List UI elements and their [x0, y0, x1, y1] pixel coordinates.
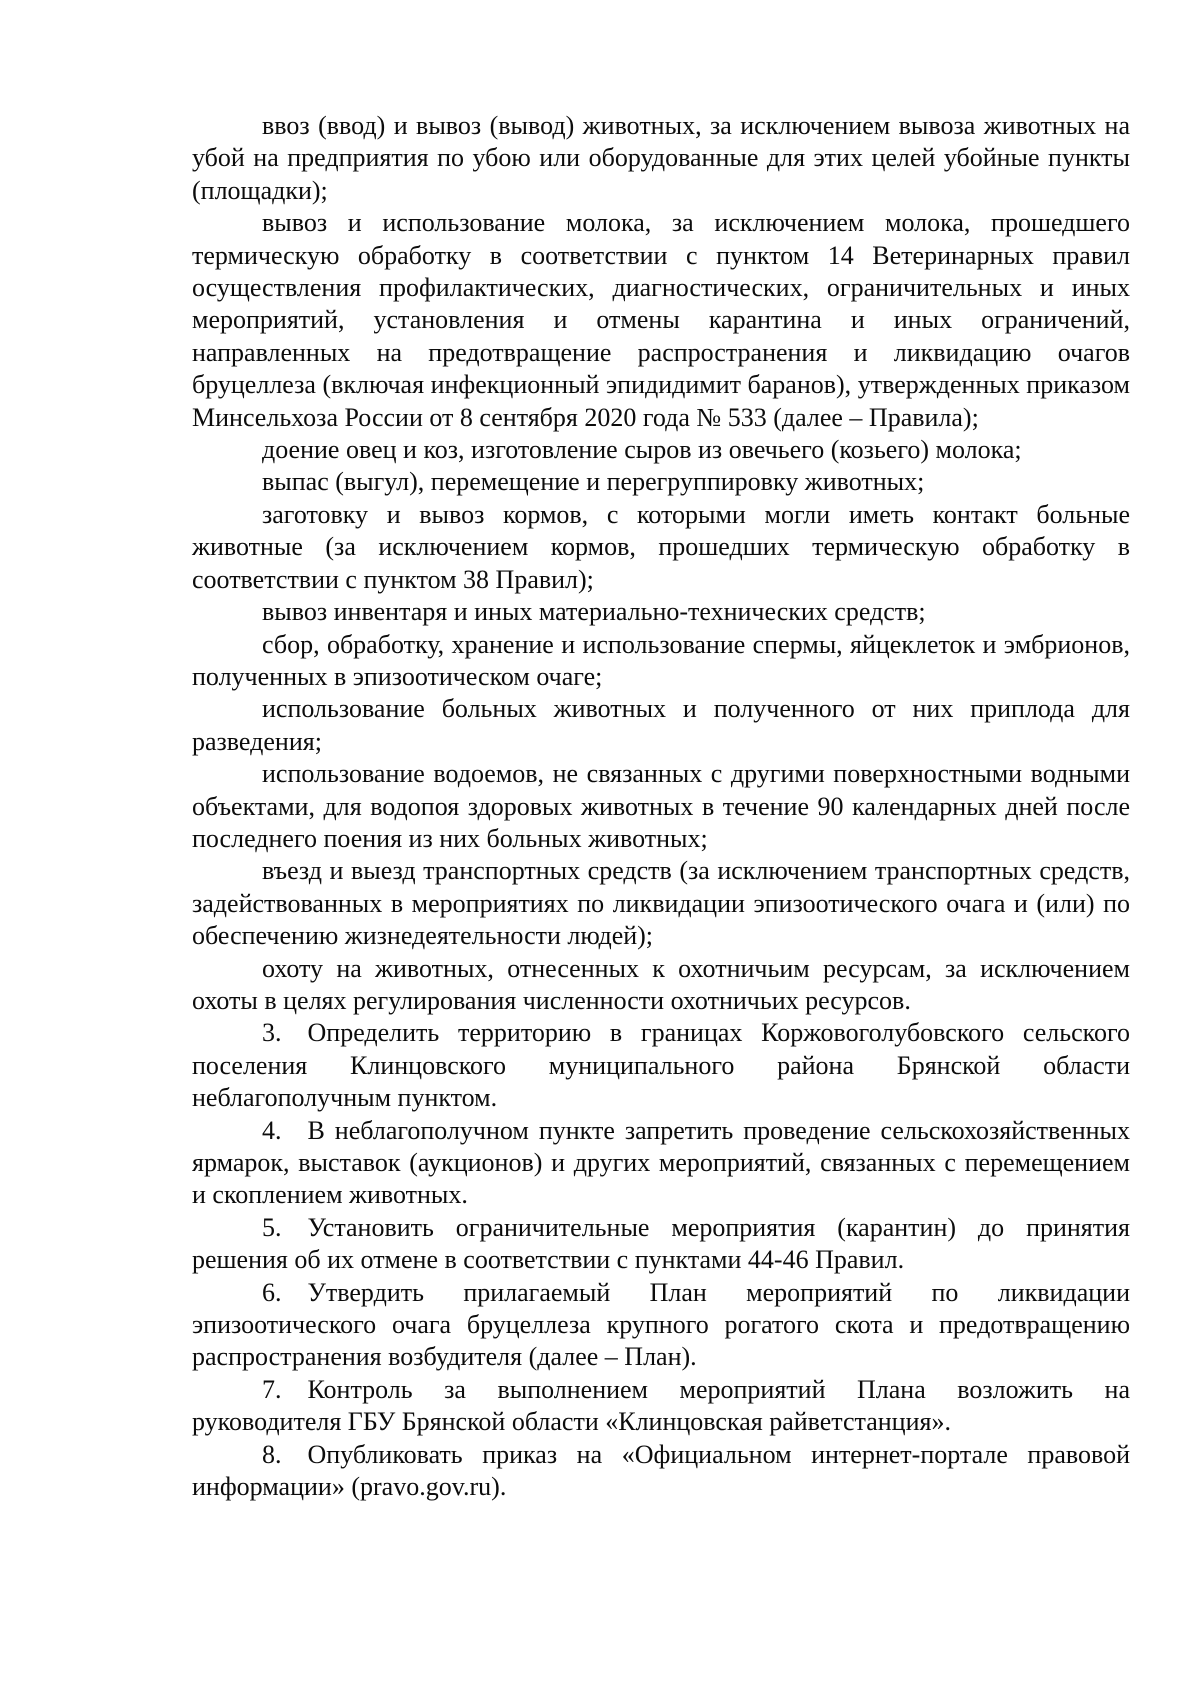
- paragraph-hunting-ban: охоту на животных, отнесенных к охотничьим ресурсам, за исключением охоты в целях регулирования численности охотничьих ресурсов.: [192, 953, 1130, 1015]
- paragraph-vehicle-ban: въезд и выезд транспортных средств (за исключением транспортных средств, задействованных в мероприятиях по ликвидации эпизоотического очага и (или) по обеспечению жизнедеятельности людей);: [192, 856, 1130, 951]
- paragraph-item-3: 3. Определить территорию в границах Коржовоголубовского сельского поселения Клинцовского муниципального района Брянской области неблагополучным пунктом.: [192, 1018, 1130, 1113]
- paragraph-feed-ban: заготовку и вывоз кормов, с которыми могли иметь контакт больные животные (за исключением кормов, прошедших термическую обработку в соответствии с пунктом 38 Правил);: [192, 499, 1130, 594]
- paragraph-item-7: 7. Контроль за выполнением мероприятий Плана возложить на руководителя ГБУ Брянской области «Клинцовская райветстанция».: [192, 1374, 1130, 1437]
- paragraph-sperm-ban: сбор, обработку, хранение и использование спермы, яйцеклеток и эмбрионов, полученных в эпизоотическом очаге;: [192, 629, 1130, 691]
- paragraph-milk-ban: вывоз и использование молока, за исключением молока, прошедшего термическую обработку в соответствии с пунктом 14 Ветеринарных правил осуществления профилактических, диагностических, ограничительных и иных мероприятий, установления и отмены карантина и иных ограничений, направленных на предотвращение распространения и ликвидацию очагов бруцеллеза (включая инфекционный эпидидимит баранов), утвержденных приказом Минсельхоза России от 8 сентября 2020 года № 533 (далее – Правила);: [192, 208, 1130, 432]
- paragraph-item-5: 5. Установить ограничительные мероприятия (карантин) до принятия решения об их отмене в соответствии с пунктами 44-46 Правил.: [192, 1212, 1130, 1275]
- paragraph-item-6: 6. Утвердить прилагаемый План мероприятий по ликвидации эпизоотического очага бруцеллеза крупного рогатого скота и предотвращению распространения возбудителя (далее – План).: [192, 1277, 1130, 1372]
- paragraph-water-ban: использование водоемов, не связанных с другими поверхностными водными объектами, для водопоя здоровых животных в течение 90 календарных дней после последнего поения из них больных животных;: [192, 759, 1130, 853]
- paragraph-breeding-ban: использование больных животных и полученного от них приплода для разведения;: [192, 694, 1130, 756]
- paragraph-item-4: 4. В неблагополучном пункте запретить проведение сельскохозяйственных ярмарок, выставок (аукционов) и других мероприятий, связанных с перемещением и скоплением животных.: [192, 1115, 1130, 1210]
- document-body: [192, 110, 1130, 1503]
- paragraph-import-export-ban: ввоз (ввод) и вывоз (вывод) животных, за исключением вывоза животных на убой на предприятия по убою или оборудованные для этих целей убойные пункты (площадки);: [192, 111, 1130, 205]
- paragraph-inventory-ban: вывоз инвентаря и иных материально-технических средств;: [262, 597, 926, 627]
- paragraph-grazing-ban: выпас (выгул), перемещение и перегруппировку животных;: [262, 467, 925, 497]
- paragraph-milking-ban: доение овец и коз, изготовление сыров из овечьего (козьего) молока;: [262, 435, 1022, 465]
- paragraph-item-8: 8. Опубликовать приказ на «Официальном интернет-портале правовой информации» (pravo.gov.ru).: [192, 1439, 1130, 1502]
